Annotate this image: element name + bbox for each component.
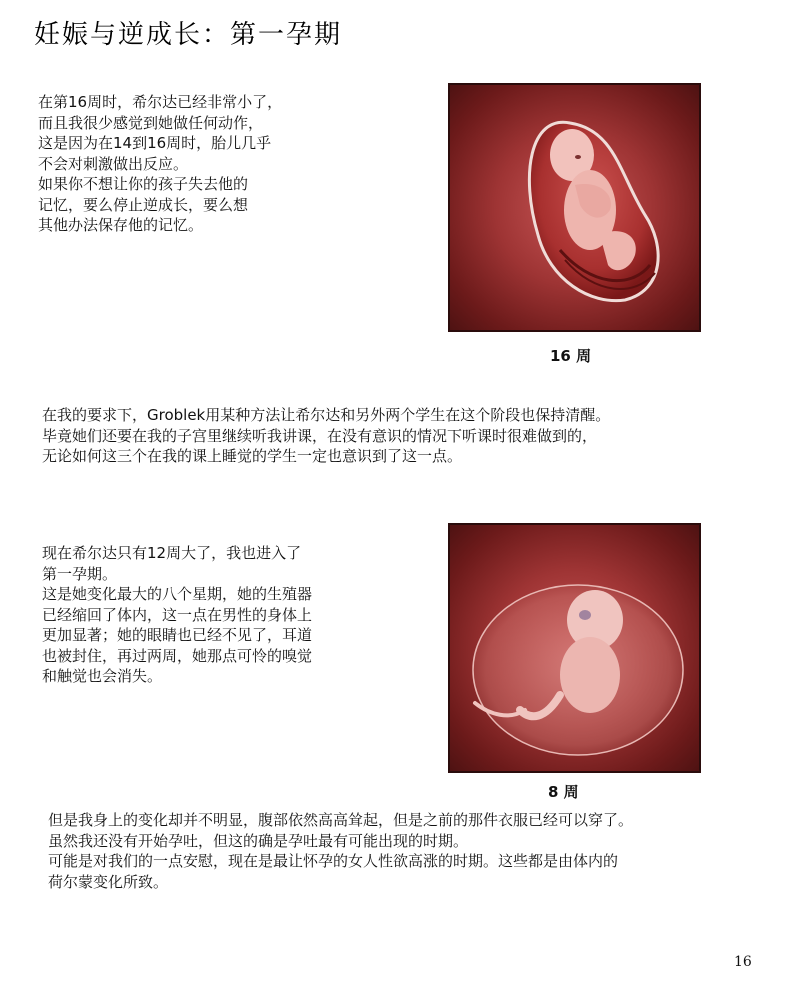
text-line: 也被封住，再过两周，她那点可怜的嗅觉 <box>42 646 313 665</box>
text-line: 这是因为在14到16周时，胎儿几乎 <box>38 134 272 152</box>
text-line: 第一孕期。 <box>42 564 118 583</box>
text-line: 在我的要求下，Groblek用某种方法让希尔达和另外两个学生在这个阶段也保持清醒。 <box>42 406 611 424</box>
page-number: 16 <box>734 954 752 970</box>
text-line: 和触觉也会消失。 <box>42 667 163 685</box>
text-line: 更加显著；她的眼睛也已经不见了，耳道 <box>42 626 313 644</box>
text-line: 毕竟她们还要在我的子宫里继续听我讲课，在没有意识的情况下听课时很难做到的， <box>42 426 598 445</box>
text-line: 而且我很少感觉到她做任何动作， <box>38 113 264 132</box>
text-line: 无论如何这三个在我的课上睡觉的学生一定也意识到了这一点。 <box>42 447 463 465</box>
text-line: 在第16周时，希尔达已经非常小了， <box>38 93 283 111</box>
text-line: 其他办法保存他的记忆。 <box>38 216 204 234</box>
text-line: 虽然我还没有开始孕吐，但这的确是孕吐最有可能出现的时期。 <box>48 831 469 850</box>
paragraph-mother-changes <box>48 810 633 892</box>
paragraph-week16 <box>38 92 282 236</box>
text-line: 这是她变化最大的八个星期，她的生殖器 <box>42 585 313 603</box>
image-caption-8-weeks: 8 周 <box>548 783 579 801</box>
text-line: 荷尔蒙变化所致。 <box>48 872 169 891</box>
text-line: 现在希尔达只有12周大了，我也进入了 <box>42 544 302 562</box>
text-line: 可能是对我们的一点安慰，现在是最让怀孕的女人性欲高涨的时期。这些都是由体内的 <box>48 852 619 870</box>
text-line: 不会对刺激做出反应。 <box>38 154 189 173</box>
paragraph-groblek <box>42 405 610 467</box>
paragraph-week12 <box>42 543 312 687</box>
embryo-8-weeks-illustration <box>448 523 701 773</box>
fetus-16-weeks-illustration <box>448 83 701 332</box>
text-line: 记忆，要么停止逆成长，要么想 <box>38 195 249 214</box>
text-line: 但是我身上的变化却并不明显，腹部依然高高耸起，但是之前的那件衣服已经可以穿了。 <box>48 811 634 829</box>
text-line: 已经缩回了体内，这一点在男性的身体上 <box>42 605 313 624</box>
text-line: 如果你不想让你的孩子失去他的 <box>38 175 249 193</box>
image-caption-16-weeks: 16 周 <box>550 347 592 365</box>
page-title: 妊娠与逆成长：第一孕期 <box>34 20 343 50</box>
